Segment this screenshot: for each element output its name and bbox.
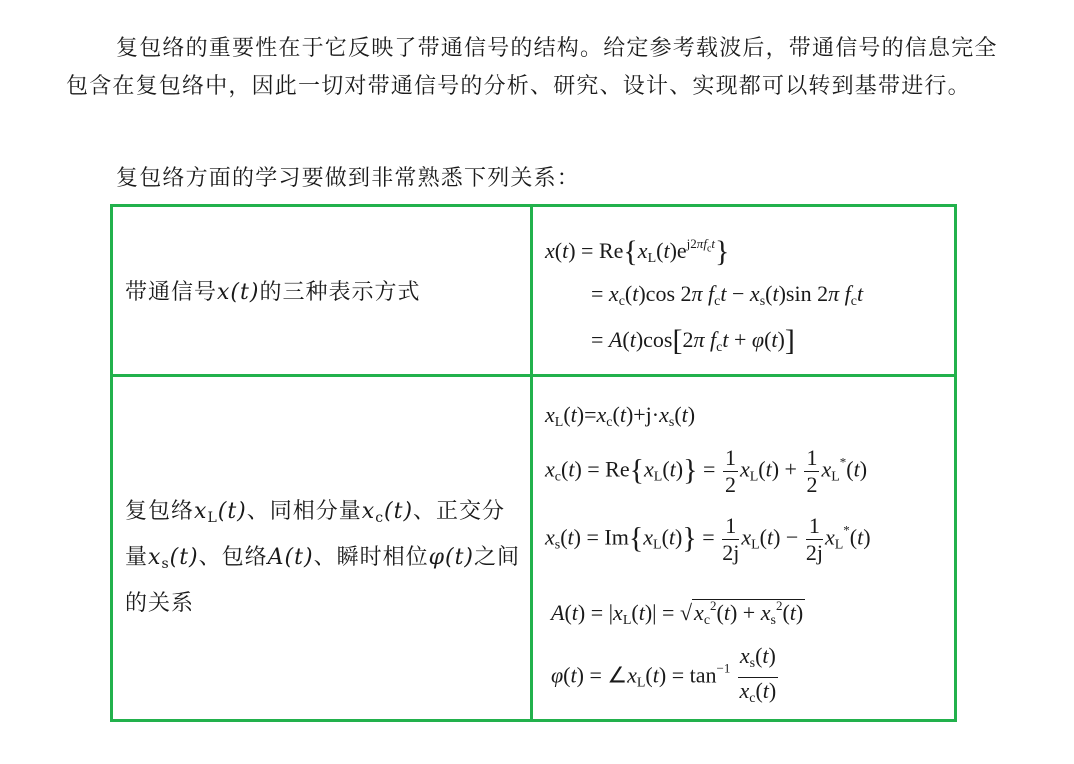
row2-text-6: 之间的关系 xyxy=(125,545,521,616)
eq-bandpass-2: = $x_c(t)\cos$ 2π $f_ct - x_s(t)\sin$ 2π $f_ct$ xyxy=(591,281,864,309)
row2-math-xc: $x_c(t)$ xyxy=(361,499,414,526)
row2-math-xs: $x_s(t)$ xyxy=(148,545,199,572)
relations-table xyxy=(110,204,957,722)
row2-label xyxy=(125,492,520,624)
row1-math-xt: x(t) xyxy=(217,280,260,305)
eq-phase: $\varphi(t) = \angle x_L(t) = \tan^{-1}$ $\frac{x_s(t)}{x_c(t)}$ xyxy=(551,643,777,706)
eq-quadrature: $x_s(t) = Im\{x_L(t)\}$ = $\frac{1}{2j}$ $x_L(t)$ − $\frac{1}{2j}$ $x_L^*(t)$ xyxy=(545,513,871,565)
row2-text-1: 复包络 xyxy=(125,499,195,524)
eq-bandpass-1: $x(t) = Re\{x_L(t)e^{j2\pi f_ct}\}$ xyxy=(545,235,730,268)
paragraph-intro: 复包络的重要性在于它反映了带通信号的结构。给定参考载波后，带通信号的信息完全包含在复包络中，因此一切对带通信号的分析、研究、设计、实现都可以转到基带进行。 xyxy=(66,36,998,99)
table-divider-horizontal xyxy=(113,374,954,377)
row2-math-a: A(t) xyxy=(267,545,314,570)
eq-inphase: $x_c(t) = Re\{x_L(t)\}$ = $\frac{1}{2}$ $x_L(t)$ + $\frac{1}{2}$ $x_L^*(t)$ xyxy=(545,445,868,497)
eq-bandpass-3: = A(t)cos[2π $f_ct + \varphi(t)$] xyxy=(591,324,795,357)
row2-math-xl: $x_L(t)$ xyxy=(194,499,247,526)
row2-text-5: 、瞬时相位 xyxy=(313,545,429,570)
table-divider-vertical xyxy=(530,207,533,719)
eq-complex-envelope: $x_L(t)=x_c(t)+j\cdot x_s(t)$ xyxy=(545,402,696,430)
row1-label-part-a: 带通信号 xyxy=(125,280,218,305)
eq-envelope: $A(t) = |x_L(t)| = √x_c^2(t) + x_s^2(t)$ xyxy=(551,598,804,628)
row2-text-4: 、包络 xyxy=(198,545,268,570)
paragraph-lead: 复包络方面的学习要做到非常熟悉下列关系： xyxy=(116,166,581,191)
row1-label xyxy=(125,273,420,313)
row2-math-phi: φ(t) xyxy=(428,545,474,570)
row2-text-3: 、正交分量 xyxy=(125,499,506,570)
row2-text-2: 、同相分量 xyxy=(246,499,362,524)
row1-label-part-b: 的三种表示方式 xyxy=(259,280,421,305)
